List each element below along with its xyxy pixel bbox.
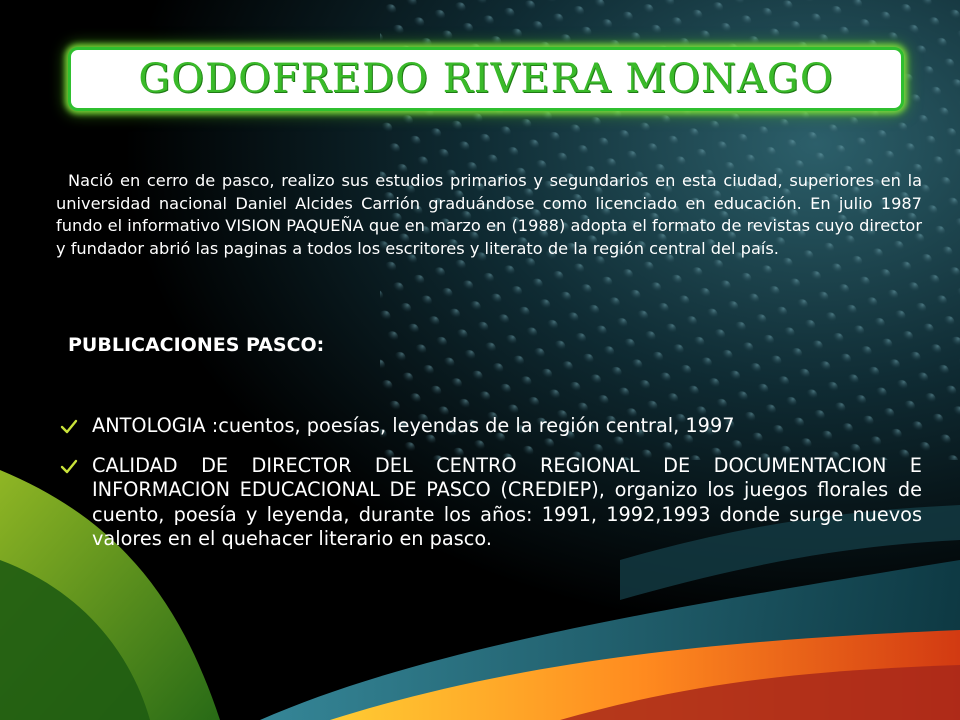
page-title: GODOFREDO RIVERA MONAGO: [138, 56, 834, 102]
list-item: [60, 454, 922, 552]
checkmark-icon: [60, 458, 78, 476]
publications-heading: PUBLICACIONES PASCO:: [68, 334, 325, 356]
publication-lead: CALIDAD DE DIRECTOR DEL CENTRO REGIONAL DE DOCUMENTACION E INFORMACION EDUCACIONAL DE PASCO (CREDIEP),: [92, 453, 922, 501]
title-box: [68, 47, 904, 111]
biography-paragraph: Nació en cerro de pasco, realizo sus estudios primarios y segundarios en esta ciudad, superiores en la universidad nacional Daniel Alcides Carrión graduándose como licenciado en educación. En julio 1987 fundo el informativo VISION PAQUEÑA que en marzo en (1988) adopta el formato de revistas cuyo director y fundador abrió las paginas a todos los escritores y literato de la región central del país.: [56, 171, 922, 258]
publication-text: :cuentos, poesías, leyendas de la región central, 1997: [211, 414, 735, 437]
checkmark-icon: [60, 418, 78, 436]
publication-text: organizo los juegos florales de cuento, poesía y leyenda, durante los años: 1991, 1992,1993 donde surge nuevos valores en el quehacer literario en pasco.: [92, 478, 922, 550]
list-item: [60, 414, 922, 439]
publication-lead: ANTOLOGIA: [92, 414, 212, 437]
publications-list: [60, 414, 922, 567]
